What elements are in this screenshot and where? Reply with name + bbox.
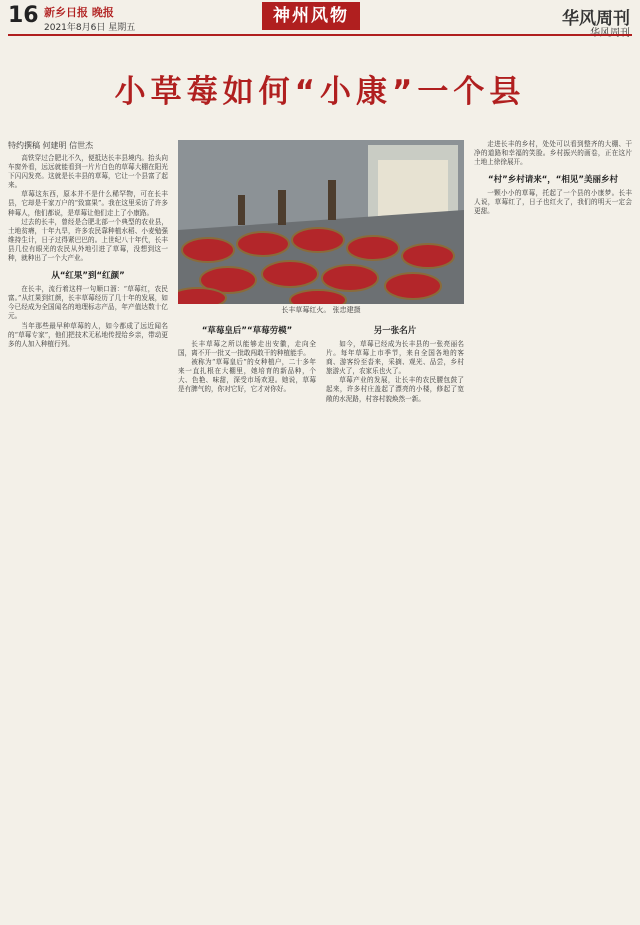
column-4: [474, 140, 632, 217]
header-rule: [8, 34, 632, 36]
paragraph: 在长丰，流行着这样一句顺口溜：“草莓红，农民富。”从红果到红颜，长丰草莓经历了几十年的发展，如今已经成为全国闻名的地理标志产品，年产值达数十亿元。: [8, 285, 168, 321]
byline: 特约撰稿 何建明 信世杰: [8, 141, 94, 150]
paragraph: 如今，草莓已经成为长丰县的一张亮丽名片。每年草莓上市季节，来自全国各地的客商、游客纷至沓来，采摘、观光、品尝，乡村旅游火了，农家乐也火了。: [326, 340, 464, 376]
supplement-subtitle: [590, 24, 630, 39]
paragraph: 当年那些最早种草莓的人，如今都成了远近闻名的“草莓专家”，他们把技术无私地传授给乡亲，带动更多的人加入种植行列。: [8, 321, 168, 348]
section-title: 神州风物: [262, 2, 360, 30]
masthead: [0, 0, 640, 36]
strawberry-market-illustration: [178, 140, 464, 304]
paragraph: 一颗小小的草莓，托起了一个县的小康梦。长丰人说，草莓红了，日子也红火了，我们的明天一定会更甜。: [474, 189, 632, 216]
paragraph: 过去的长丰，曾经是合肥北部一个典型的农业县，土地贫瘠，十年九旱，许多农民靠种植水稻、小麦勉强维持生计，日子过得紧巴巴的。上世纪八十年代，长丰县几位有眼光的农民从外地引进了草莓，没想到这一种，就种出了一个大产业。: [8, 217, 168, 263]
paragraph: 高铁穿过合肥北不久，便抵达长丰县境内。抬头向车窗外看，远远就能看到一片片白色的草莓大棚在阳光下闪闪发亮。这就是长丰县的草莓，它让一个县富了起来。: [8, 154, 168, 190]
column-1: [8, 154, 168, 349]
strawberry-photo: [178, 140, 464, 304]
subhead: 从“红果”到“红颜”: [51, 271, 125, 282]
photo-caption: 长丰草莓红火。 张忠建摄: [281, 306, 361, 314]
column-3: [326, 318, 464, 404]
supplement-title: 华风周刊: [562, 9, 630, 29]
subhead: “草莓皇后”“草莓劳模”: [201, 326, 293, 336]
paper-name: 新乡日报 晚报: [44, 6, 114, 19]
column-2: [178, 318, 316, 395]
headline: 小草莓如何“小康”一个县: [114, 74, 526, 110]
paragraph: 草莓这东西，原本并不是什么稀罕物，可在长丰县，它却是千家万户的“致富果”。我在这里采访了许多种莓人，他们都说，是草莓让他们走上了小康路。: [8, 190, 168, 217]
paragraph: 长丰草莓之所以能够走出安徽，走向全国，离不开一批又一批敢闯敢干的种植能手。: [178, 340, 316, 358]
paragraph: 被称为“草莓皇后”的女种植户，二十多年来一直扎根在大棚里，她培育的新品种，个大、色艳、味甜，深受市场欢迎。她说，草莓是有脾气的，你对它好，它才对你好。: [178, 358, 316, 394]
subhead: “村”乡村请来“，“相见”美丽乡村: [488, 175, 618, 186]
issue-date: 2021年8月6日 星期五: [44, 23, 136, 33]
subhead: 另一张名片: [373, 326, 417, 336]
paragraph: 走进长丰的乡村，处处可以看到整齐的大棚、干净的道路和幸福的笑脸。乡村振兴的画卷，正在这片土地上徐徐展开。: [474, 140, 632, 167]
paragraph: 草莓产业的发展，让长丰的农民腰包鼓了起来，许多村庄盖起了漂亮的小楼，修起了宽敞的水泥路，村容村貌焕然一新。: [326, 376, 464, 403]
page-number: 16: [8, 3, 39, 28]
